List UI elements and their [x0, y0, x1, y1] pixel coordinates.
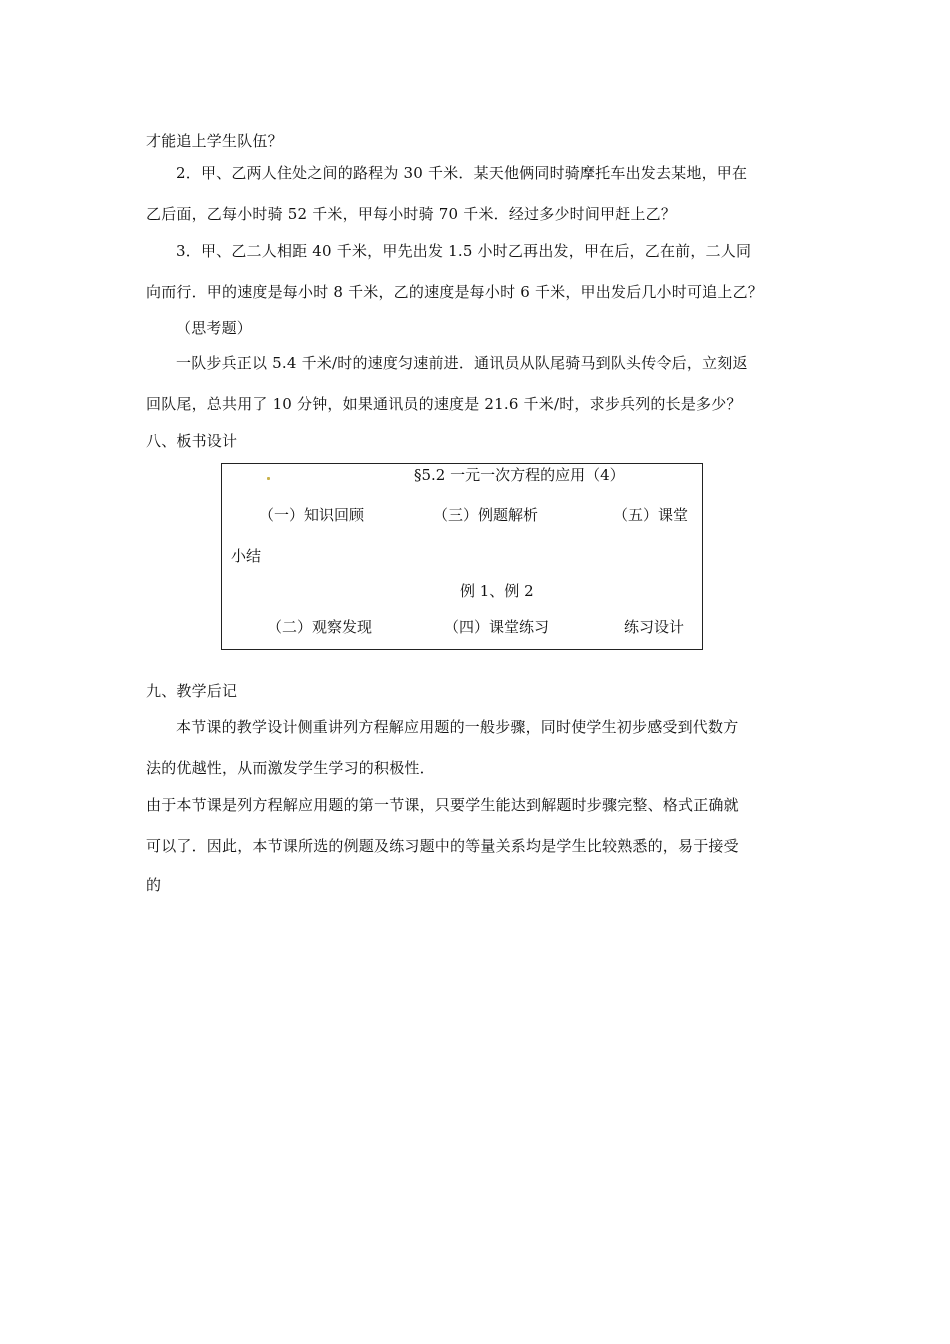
text-line: 由于本节课是列方程解应用题的第一节课，只要学生能达到解题时步骤完整、格式正确就 — [146, 796, 739, 814]
text-line: 法的优越性，从而激发学生学习的积极性． — [146, 759, 435, 777]
board-item-summary-cont: 小结 — [231, 547, 262, 565]
board-item-example-analysis: （三）例题解析 — [433, 506, 539, 524]
decorative-dot — [267, 477, 270, 480]
text-line: 2．甲、乙两人住处之间的路程为 30 千米．某天他俩同时骑摩托车出发去某地，甲在 — [176, 164, 748, 182]
text-line: 向而行．甲的速度是每小时 8 千米，乙的速度是每小时 6 千米，甲出发后几小时可追上乙？ — [146, 283, 763, 301]
section-heading: 八、板书设计 — [146, 432, 238, 450]
text-line: （思考题） — [176, 319, 253, 337]
text-line: 3．甲、乙二人相距 40 千米，甲先出发 1.5 小时乙再出发，甲在后，乙在前，二人同 — [176, 242, 752, 260]
text-line: 本节课的教学设计侧重讲列方程解应用题的一般步骤，同时使学生初步感受到代数方 — [176, 718, 739, 736]
board-item-examples: 例 1、例 2 — [460, 582, 534, 600]
blackboard-design-box — [221, 463, 703, 650]
text-line: 才能追上学生队伍？ — [146, 132, 283, 150]
section-heading: 九、教学后记 — [146, 682, 238, 700]
board-item-practice: （四）课堂练习 — [444, 618, 550, 636]
board-item-knowledge-review: （一）知识回顾 — [259, 506, 365, 524]
text-line: 乙后面，乙每小时骑 52 千米，甲每小时骑 70 千米．经过多少时间甲赶上乙？ — [146, 205, 677, 223]
board-item-exercise-design: 练习设计 — [624, 618, 685, 636]
board-item-observation: （二）观察发现 — [267, 618, 373, 636]
text-line: 一队步兵正以 5.4 千米/时的速度匀速前进．通讯员从队尾骑马到队头传令后，立刻返 — [176, 354, 748, 372]
board-title: §5.2 一元一次方程的应用（4） — [414, 466, 625, 484]
text-line: 回队尾，总共用了 10 分钟，如果通讯员的速度是 21.6 千米/时，求步兵列的长是多少？ — [146, 395, 742, 413]
board-item-summary: （五）课堂 — [613, 506, 689, 524]
text-line: 可以了．因此，本节课所选的例题及练习题中的等量关系均是学生比较熟悉的，易于接受 — [146, 837, 739, 855]
text-line: 的 — [146, 876, 162, 894]
